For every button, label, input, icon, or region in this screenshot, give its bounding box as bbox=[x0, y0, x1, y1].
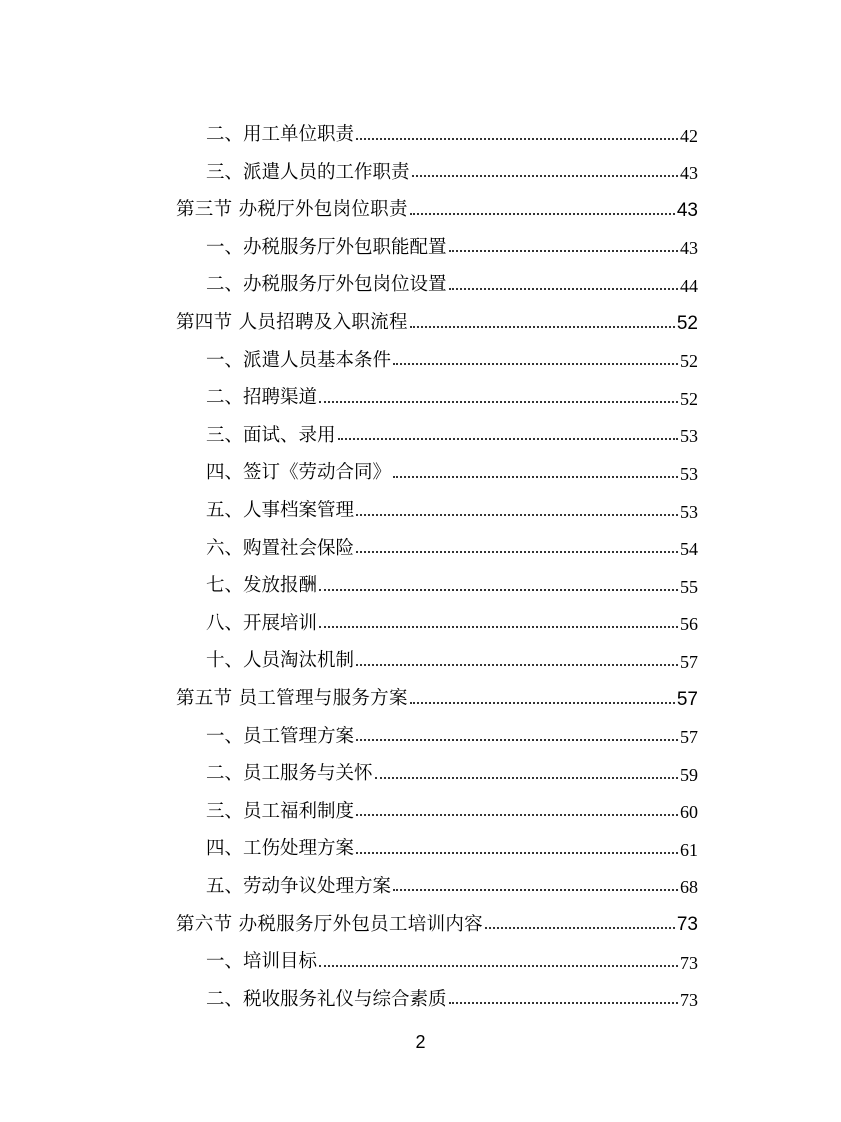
toc-entry-page: 44 bbox=[680, 275, 698, 296]
toc-entry-page: 55 bbox=[680, 576, 698, 597]
dot-leader bbox=[319, 588, 678, 591]
dot-leader bbox=[449, 249, 678, 252]
toc-entry-page: 59 bbox=[680, 764, 698, 785]
dot-leader bbox=[449, 287, 678, 290]
toc-entry[interactable] bbox=[176, 339, 698, 377]
toc-entry-title: 第三节 办税厅外包岗位职责 bbox=[176, 199, 408, 221]
toc-entry[interactable] bbox=[176, 940, 698, 978]
toc-entry-title: 二、税收服务礼仪与综合素质 bbox=[206, 988, 447, 1010]
toc-entry-page: 57 bbox=[680, 651, 698, 672]
toc-entry[interactable] bbox=[176, 865, 698, 903]
toc-entry[interactable] bbox=[176, 113, 698, 151]
toc-entry-title: 四、工伤处理方案 bbox=[206, 838, 355, 860]
toc-entry[interactable] bbox=[176, 151, 698, 189]
toc-entry[interactable] bbox=[176, 752, 698, 790]
toc-entry-page: 42 bbox=[680, 125, 698, 146]
toc-entry[interactable] bbox=[176, 602, 698, 640]
toc-entry-title: 三、派遣人员的工作职责 bbox=[206, 161, 410, 183]
toc-entry-page: 53 bbox=[680, 501, 698, 522]
page-number: 2 bbox=[415, 1032, 426, 1052]
toc-entry[interactable] bbox=[176, 451, 698, 489]
toc-entry-page: 43 bbox=[680, 238, 698, 259]
toc-entry-title: 第六节 办税服务厅外包员工培训内容 bbox=[176, 913, 483, 935]
dot-leader bbox=[319, 400, 678, 403]
toc-entry-page: 52 bbox=[680, 388, 698, 409]
toc-entry-title: 一、办税服务厅外包职能配置 bbox=[206, 236, 447, 258]
dot-leader bbox=[410, 325, 675, 328]
toc-entry-title: 第五节 员工管理与服务方案 bbox=[176, 688, 408, 709]
toc-entry-page: 53 bbox=[680, 426, 698, 447]
toc-entry-title: 三、员工福利制度 bbox=[206, 800, 355, 822]
table-of-contents bbox=[176, 113, 698, 1015]
toc-entry[interactable] bbox=[176, 414, 698, 452]
toc-entry-page: 56 bbox=[680, 614, 698, 635]
dot-leader bbox=[356, 550, 678, 553]
dot-leader bbox=[356, 137, 678, 140]
dot-leader bbox=[410, 212, 675, 215]
toc-entry-page: 52 bbox=[680, 351, 698, 372]
toc-entry[interactable] bbox=[176, 790, 698, 828]
dot-leader bbox=[412, 174, 678, 177]
toc-entry-title: 一、派遣人员基本条件 bbox=[206, 349, 392, 371]
toc-entry-page: 57 bbox=[676, 688, 698, 710]
toc-section-entry[interactable] bbox=[176, 188, 698, 226]
toc-entry-title: 七、发放报酬 bbox=[206, 575, 318, 597]
toc-entry[interactable] bbox=[176, 639, 698, 677]
toc-entry[interactable] bbox=[176, 564, 698, 602]
toc-entry[interactable] bbox=[176, 527, 698, 565]
toc-entry[interactable] bbox=[176, 978, 698, 1016]
toc-entry[interactable] bbox=[176, 827, 698, 865]
dot-leader bbox=[356, 513, 678, 516]
toc-entry-title: 六、购置社会保险 bbox=[206, 537, 355, 559]
dot-leader bbox=[319, 625, 678, 628]
toc-entry[interactable] bbox=[176, 376, 698, 414]
toc-entry-title: 二、员工服务与关怀 bbox=[206, 763, 373, 785]
toc-entry-page: 60 bbox=[680, 802, 698, 823]
toc-entry-title: 第四节 人员招聘及入职流程 bbox=[176, 312, 408, 334]
dot-leader bbox=[375, 776, 678, 779]
toc-entry-title: 五、劳动争议处理方案 bbox=[206, 875, 392, 897]
toc-entry-page: 68 bbox=[680, 877, 698, 898]
toc-entry-page: 53 bbox=[680, 463, 698, 484]
toc-entry-title: 五、人事档案管理 bbox=[206, 500, 355, 522]
dot-leader bbox=[485, 926, 675, 929]
toc-entry[interactable] bbox=[176, 226, 698, 264]
dot-leader bbox=[319, 964, 678, 967]
toc-entry-page: 54 bbox=[680, 539, 698, 560]
toc-entry-title: 四、签订《劳动合同》 bbox=[206, 462, 392, 484]
toc-entry-page: 73 bbox=[680, 952, 698, 973]
dot-leader bbox=[410, 701, 675, 704]
toc-entry-title: 三、面试、录用 bbox=[206, 424, 336, 446]
dot-leader bbox=[356, 663, 678, 666]
dot-leader bbox=[393, 888, 678, 891]
dot-leader bbox=[338, 437, 678, 440]
toc-section-entry[interactable] bbox=[176, 902, 698, 940]
dot-leader bbox=[393, 475, 678, 478]
toc-entry-page: 43 bbox=[676, 199, 698, 221]
toc-entry[interactable] bbox=[176, 263, 698, 301]
toc-entry[interactable] bbox=[176, 489, 698, 527]
toc-entry-title: 十、人员淘汰机制 bbox=[206, 650, 355, 672]
toc-section-entry[interactable] bbox=[176, 301, 698, 339]
toc-entry-page: 43 bbox=[680, 163, 698, 184]
toc-entry-page: 57 bbox=[680, 727, 698, 748]
toc-entry-page: 73 bbox=[680, 990, 698, 1011]
toc-entry[interactable] bbox=[176, 715, 698, 753]
dot-leader bbox=[356, 851, 678, 854]
toc-section-entry[interactable] bbox=[176, 677, 698, 715]
toc-entry-page: 61 bbox=[680, 839, 698, 860]
dot-leader bbox=[449, 1001, 678, 1004]
toc-entry-title: 一、培训目标 bbox=[206, 951, 318, 973]
toc-entry-page: 52 bbox=[676, 312, 698, 334]
dot-leader bbox=[393, 362, 678, 365]
dot-leader bbox=[356, 813, 678, 816]
dot-leader bbox=[356, 738, 678, 741]
toc-entry-title: 一、员工管理方案 bbox=[206, 725, 355, 747]
toc-entry-page: 73 bbox=[676, 914, 698, 936]
toc-entry-title: 八、开展培训 bbox=[206, 612, 318, 634]
toc-entry-title: 二、办税服务厅外包岗位设置 bbox=[206, 274, 447, 296]
toc-entry-title: 二、招聘渠道 bbox=[206, 387, 318, 409]
toc-entry-title: 二、用工单位职责 bbox=[206, 124, 355, 146]
